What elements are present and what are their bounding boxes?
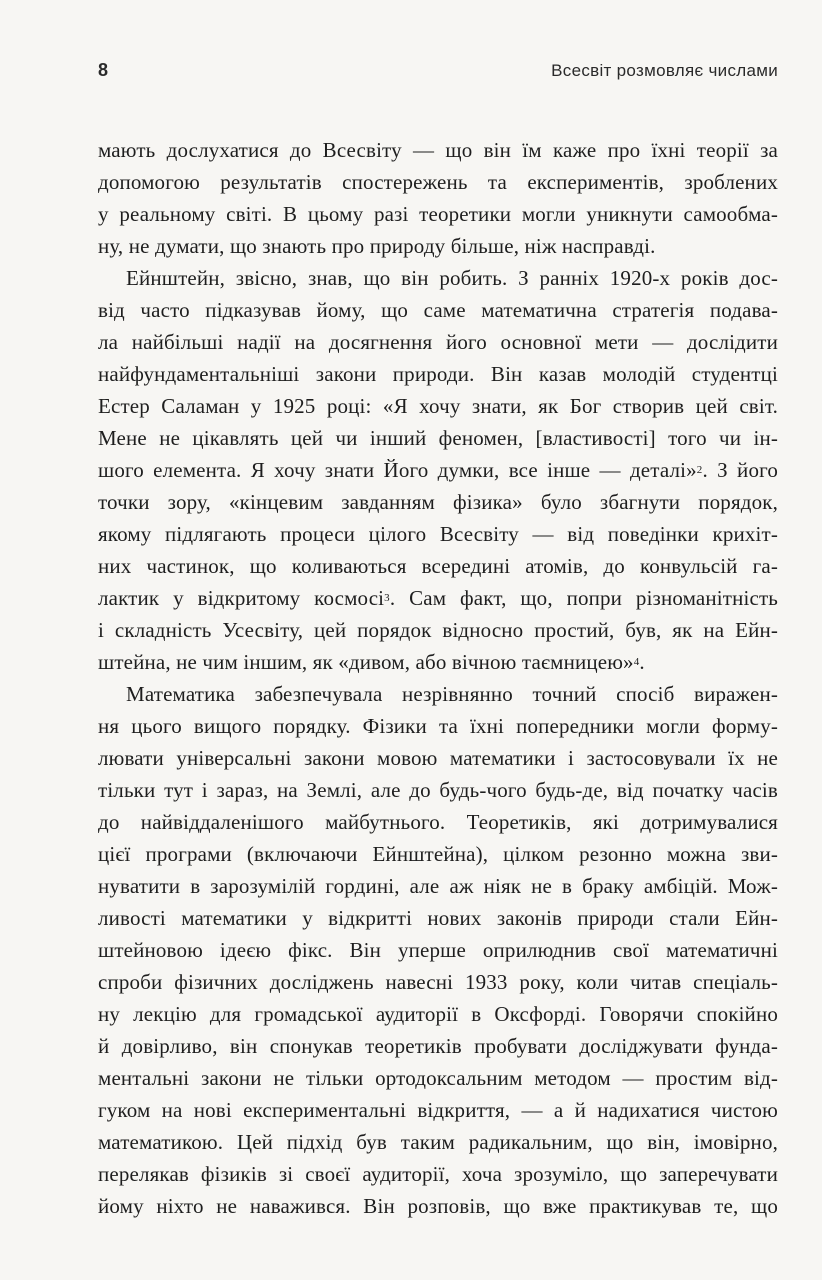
text-line: ня цього вищого порядку. Фізики та їхні попередники могли форму- xyxy=(98,714,778,738)
text-line xyxy=(98,582,778,614)
text-line: лювати універсальні закони мовою математики і застосовували їх не xyxy=(98,746,778,770)
text-line: Естер Саламан у 1925 році: «Я хочу знати, як Бог створив цей світ. xyxy=(98,394,778,418)
text-line: мають дослухатися до Всесвіту — що він їм каже про їхні теорії за xyxy=(98,138,778,162)
text-line: штейновою ідеєю фікс. Він уперше оприлюднив свої математичні xyxy=(98,938,778,962)
text-segment: . З його xyxy=(702,458,778,482)
text-line: й довірливо, він спонукав теоретиків пробувати досліджувати фунда- xyxy=(98,1034,778,1058)
text-line: цієї програми (включаючи Ейнштейна), цілком резонно можна зви- xyxy=(98,842,778,866)
text-line xyxy=(98,454,778,486)
running-title: Всесвіт розмовляє числами xyxy=(551,61,778,80)
text-line: якому підлягають процеси цілого Всесвіту — від поведінки крихіт- xyxy=(98,522,778,546)
text-segment: штейна, не чим іншим, як «дивом, або вічною таємницею» xyxy=(98,650,634,674)
text-line: йому ніхто не наважився. Він розповів, що вже практикував те, що xyxy=(98,1194,778,1218)
text-line: них частинок, що коливаються всередині атомів, до конвульсій га- xyxy=(98,554,778,578)
text-line: перелякав фізиків зі своєї аудиторії, хоча зрозуміло, що заперечувати xyxy=(98,1162,778,1186)
text-line: у реальному світі. В цьому разі теоретики могли уникнути самообма- xyxy=(98,202,778,226)
text-line: ментальні закони не тільки ортодоксальним методом — простим від- xyxy=(98,1066,778,1090)
text-line: математикою. Цей підхід був таким радикальним, що він, імовірно, xyxy=(98,1130,778,1154)
text-line: і складність Усесвіту, цей порядок відносно простий, був, як на Ейн- xyxy=(98,618,778,642)
text-line: гуком на нові експериментальні відкриття, — а й надихатися чистою xyxy=(98,1098,778,1122)
footnote-marker: 3 xyxy=(384,592,390,604)
text-line: ла найбільші надії на досягнення його основної мети — дослідити xyxy=(98,330,778,354)
paragraph-1 xyxy=(98,134,778,262)
text-line: тільки тут і зараз, на Землі, але до будь-чого будь-де, від початку часів xyxy=(98,778,778,802)
text-line: допомогою результатів спостережень та експериментів, зроблених xyxy=(98,170,778,194)
paragraph-3 xyxy=(98,678,778,1222)
text-line: ливості математики у відкритті нових законів природи стали Ейн- xyxy=(98,906,778,930)
text-line: точки зору, «кінцевим завданням фізика» було збагнути порядок, xyxy=(98,490,778,514)
running-header xyxy=(98,60,778,88)
text-line: найфундаментальніші закони природи. Він казав молодій студентці xyxy=(98,362,778,386)
text-segment: . Сам факт, що, попри різноманітність xyxy=(389,586,778,610)
text-line: Ейнштейн, звісно, знав, що він робить. З ранніх 1920-х років дос- xyxy=(126,266,778,290)
footnote-marker: 4 xyxy=(633,656,640,668)
body-text xyxy=(98,134,778,1222)
text-segment: лактик у відкритому космосі xyxy=(98,586,385,610)
text-line: Мене не цікавлять цей чи інший феномен, [властивості] того чи ін- xyxy=(98,426,778,450)
text-line: Математика забезпечувала незрівнянно точний спосіб виражен- xyxy=(126,682,778,706)
text-line: ну лекцію для громадської аудиторії в Оксфорді. Говорячи спокійно xyxy=(98,1002,778,1026)
paragraph-2 xyxy=(98,262,778,678)
footnote-marker: 2 xyxy=(696,464,703,476)
text-line: до найвіддаленішого майбутнього. Теоретиків, які дотримувалися xyxy=(98,810,778,834)
text-segment: шого елемента. Я хочу знати Його думки, все інше — деталі» xyxy=(98,458,697,482)
page-number: 8 xyxy=(98,60,109,80)
text-line xyxy=(98,646,778,678)
text-line: ну, не думати, що знають про природу більше, ніж насправді. xyxy=(98,234,656,258)
text-line: спроби фізичних досліджень навесні 1933 року, коли читав спеціаль- xyxy=(98,970,778,994)
text-line: від часто підказував йому, що саме математична стратегія подава- xyxy=(98,298,778,322)
text-segment: . xyxy=(639,650,645,674)
text-line: нуватити в зарозумілій гордині, але аж ніяк не в браку амбіцій. Мож- xyxy=(98,874,778,898)
